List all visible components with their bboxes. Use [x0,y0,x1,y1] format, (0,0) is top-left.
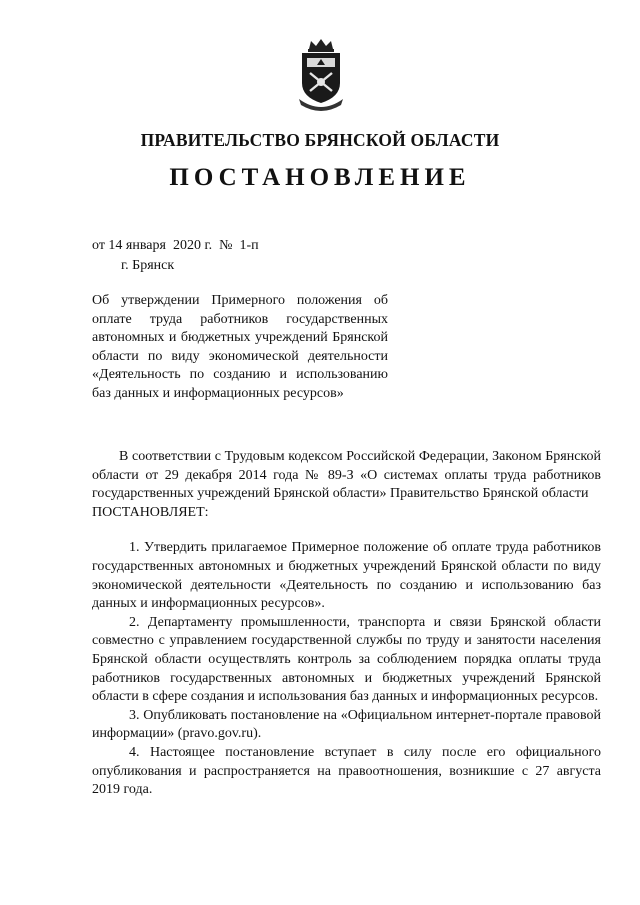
preamble-paragraph: В соответствии с Трудовым кодексом Российской Федерации, Законом Брянской области от 29 декабря 2014 года № 89-З «О системах оплаты труда работников государственных учреждений Брянской области» Правительство Брянской области [92,449,601,502]
document-body [92,448,601,800]
document-date-number: от 14 января 2020 г. № 1-п [92,238,259,253]
government-name: ПРАВИТЕЛЬСТВО БРЯНСКОЙ ОБЛАСТИ [140,130,500,150]
decree-item: 3. Опубликовать постановление на «Официальном интернет-портале правовой информации» (pravo.gov.ru). [92,707,601,742]
document-city: г. Брянск [121,258,175,273]
decree-item: 4. Настоящее постановление вступает в силу после его официального опубликования и распространяется на правоотношения, возникшие с 27 августа 2019 года. [92,744,601,798]
decree-item: 2. Департаменту промышленности, транспорта и связи Брянской области совместно с управлением государственной службы по труду и занятости населения Брянской области осуществлять контроль за соблюдением порядка оплаты труда работников государственных автономных и бюджетных учреждений Брянской области в сфере создания и использования баз данных и информационных ресурсов. [92,614,601,705]
decree-word: ПОСТАНОВЛЯЕТ: [92,504,209,520]
coat-of-arms-emblem [295,37,347,111]
document-subject: Об утверждении Примерного положения об оплате труда работников государственных автономных и бюджетных учреждений Брянской области по виду экономической деятельности «Деятельность по созданию и использованию баз данных и информационных ресурсов» [92,293,388,401]
document-type-title: ПОСТАНОВЛЕНИЕ [169,164,471,191]
decree-item: 1. Утвердить прилагаемое Примерное положение об оплате труда работников государственных автономных и бюджетных учреждений Брянской области по виду экономической деятельности «Деятельность по созданию и использованию баз данных и информационных ресурсов». [92,540,601,612]
